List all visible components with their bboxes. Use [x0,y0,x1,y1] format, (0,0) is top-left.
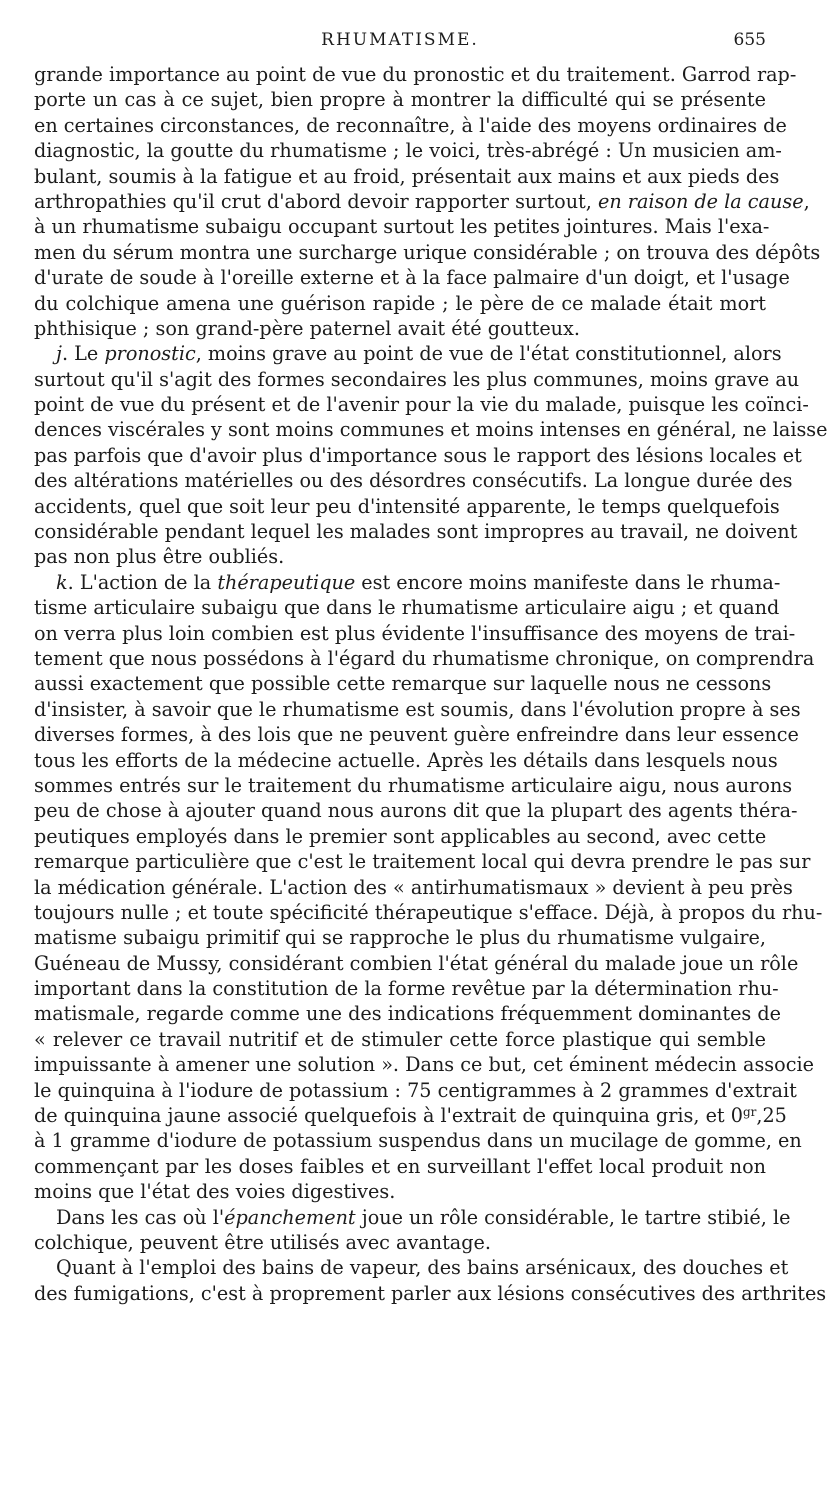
text-line: la médication générale. L'action des « antirhumatismaux » devient à peu près [34,875,793,899]
text-line: men du sérum montra une surcharge urique considérable ; on trouva des dépôts [34,240,821,264]
text-line: à 1 gramme d'iodure de potassium suspendus dans un mucilage de gomme, en [34,1129,802,1153]
text-line: d'insister, à savoir que le rhumatisme est soumis, dans l'évolution propre à ses [34,697,801,721]
text-line: matisme subaigu primitif qui se rapproche le plus du rhumatisme vulgaire, [34,926,766,950]
text-line: arthropathies qu'il crut d'abord devoir rapporter surtout, en raison de la cause, [34,189,810,213]
text-line: k. L'action de la thérapeutique est encore moins manifeste dans le rhuma- [56,570,781,594]
text-line: bulant, soumis à la fatigue et au froid, présentait aux mains et aux pieds des [34,164,780,188]
text-line: j. Le pronostic, moins grave au point de vue de l'état constitutionnel, alors [56,342,782,366]
body-text [34,62,828,1306]
text-line: diverses formes, à des lois que ne peuvent guère enfreindre dans leur essence [34,723,799,747]
text-line: Guéneau de Mussy, considérant combien l'état général du malade joue un rôle [34,951,799,975]
text-line: peutiques employés dans le premier sont applicables au second, avec cette [34,824,767,848]
running-title: RHUMATISME. [321,30,479,50]
text-line: pas non plus être oubliés. [34,545,285,569]
text-line: peu de chose à ajouter quand nous aurons dit que la plupart des agents théra- [34,799,798,823]
page-number: 655 [733,30,766,50]
text-line: à un rhumatisme subaigu occupant surtout les petites jointures. Mais l'exa- [34,215,770,239]
text-line: tisme articulaire subaigu que dans le rhumatisme articulaire aigu ; et quand [34,596,780,620]
text-line: pas parfois que d'avoir plus d'importance sous le rapport des lésions locales et [34,443,802,467]
text-line: diagnostic, la goutte du rhumatisme ; le voici, très-abrégé : Un musicien am- [34,139,782,163]
text-line: de quinquina jaune associé quelquefois à l'extrait de quinquina gris, et $0^{gr},25$ [34,1104,787,1128]
text-line: du colchique amena une guérison rapide ; le père de ce malade était mort [34,291,766,315]
text-line: important dans la constitution de la forme revêtue par la détermination rhu- [34,977,779,1001]
text-line: le quinquina à l'iodure de potassium : 75 centigrammes à 2 grammes d'extrait [34,1078,797,1102]
text-line: remarque particulière que c'est le traitement local qui devra prendre le pas sur [34,850,811,874]
text-line: sommes entrés sur le traitement du rhumatisme articulaire aigu, nous aurons [34,773,793,797]
text-line: surtout qu'il s'agit des formes secondaires les plus communes, moins grave au [34,367,800,391]
text-line: d'urate de soude à l'oreille externe et à la face palmaire d'un doigt, et l'usage [34,266,790,290]
text-line: toujours nulle ; et toute spécificité thérapeutique s'efface. Déjà, à propos du rhu- [34,900,823,924]
text-line: en certaines circonstances, de reconnaître, à l'aide des moyens ordinaires de [34,113,787,137]
page-header [34,30,766,56]
text-line: « relever ce travail nutritif et de stimuler cette force plastique qui semble [34,1027,766,1051]
text-line: matismale, regarde comme une des indications fréquemment dominantes de [34,1002,782,1026]
text-line: considérable pendant lequel les malades sont impropres au travail, ne doivent [34,520,798,544]
text-line: commençant par les doses faibles et en surveillant l'effet local produit non [34,1154,766,1178]
text-line: point de vue du présent et de l'avenir pour la vie du malade, puisque les coïnci- [34,393,809,417]
text-line: aussi exactement que possible cette remarque sur laquelle nous ne cessons [34,672,772,696]
text-line: grande importance au point de vue du pronostic et du traitement. Garrod rap- [34,63,797,86]
text-line: accidents, quel que soit leur peu d'intensité apparente, le temps quelquefois [34,494,780,518]
text-line: porte un cas à ce sujet, bien propre à montrer la difficulté qui se présente [34,88,766,112]
text-line: moins que l'état des voies digestives. [34,1180,396,1204]
text-line: dences viscérales y sont moins communes et moins intenses en général, ne laisse [34,418,828,442]
text-line: colchique, peuvent être utilisés avec avantage. [34,1230,491,1254]
text-line: tement que nous possédons à l'égard du rhumatisme chronique, on comprendra [34,646,815,670]
text-line: phthisique ; son grand-père paternel avait été goutteux. [34,316,580,340]
text-line: tous les efforts de la médecine actuelle. Après les détails dans lesquels nous [34,748,778,772]
text-line: Dans les cas où l'épanchement joue un rôle considérable, le tartre stibié, le [56,1205,791,1229]
text-line: Quant à l'emploi des bains de vapeur, des bains arsénicaux, des douches et [56,1256,789,1280]
text-line: impuissante à amener une solution ». Dans ce but, cet éminent médecin associe [34,1053,814,1077]
text-line: des fumigations, c'est à proprement parler aux lésions consécutives des arthrites [34,1281,827,1305]
text-line: on verra plus loin combien est plus évidente l'insuffisance des moyens de trai- [34,621,796,645]
text-line: des altérations matérielles ou des désordres consécutifs. La longue durée des [34,469,793,493]
